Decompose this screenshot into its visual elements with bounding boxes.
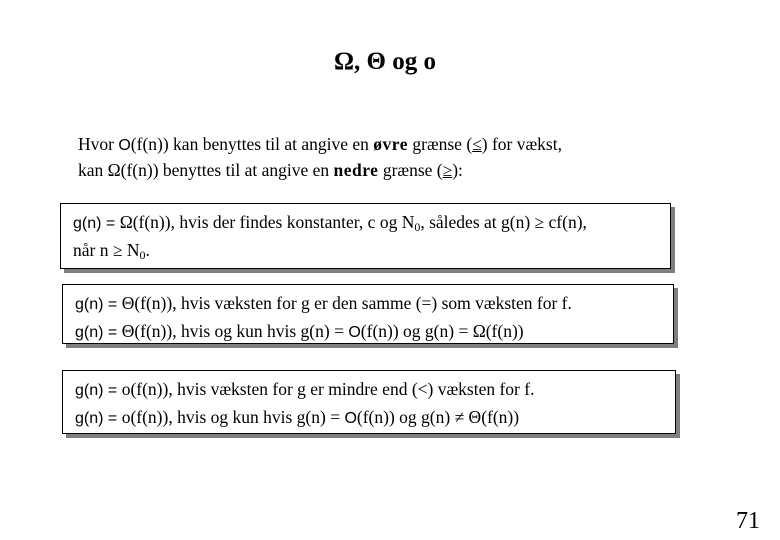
text: Hvor bbox=[78, 134, 119, 154]
text: g(n) = bbox=[75, 296, 122, 313]
text: . bbox=[145, 240, 150, 260]
little-o-definition-box bbox=[62, 370, 676, 434]
text: g(n) = bbox=[75, 382, 122, 399]
text: grænse ( bbox=[378, 160, 443, 180]
text: g(n) = bbox=[75, 324, 122, 341]
greater-equal-symbol: ≥ bbox=[442, 160, 453, 180]
less-equal-symbol: ≤ bbox=[472, 134, 482, 154]
intro-text bbox=[78, 132, 718, 183]
text: kan Ω(f(n)) benyttes til at angive en bbox=[78, 160, 334, 180]
text: Ω(f(n)), hvis der findes konstanter, c og N bbox=[119, 212, 415, 232]
little-o-line-1 bbox=[75, 376, 665, 404]
bold-word-upper: øvre bbox=[373, 134, 408, 154]
text: (f(n)) og g(n) = bbox=[360, 321, 473, 341]
theta-line-1 bbox=[75, 290, 663, 318]
intro-line-2 bbox=[78, 158, 718, 183]
text: o(f(n)), hvis væksten for g er mindre end (<) væksten for f. bbox=[121, 379, 535, 399]
subscript: 0 bbox=[414, 220, 421, 234]
little-o-line-2 bbox=[75, 404, 665, 432]
text: (f(n)) kan benyttes til at angive en bbox=[130, 134, 374, 154]
text: ) for vækst, bbox=[481, 134, 562, 154]
big-o-symbol: O bbox=[348, 324, 361, 341]
text: , således at g(n) ≥ cf(n), bbox=[420, 212, 587, 232]
big-o-symbol: O bbox=[118, 137, 131, 154]
slide-title: Ω, Θ og o bbox=[334, 48, 436, 75]
text: Ω(f(n)) bbox=[472, 321, 524, 341]
text: (f(n)) og g(n) ≠ Θ(f(n)) bbox=[356, 407, 520, 427]
text: ): bbox=[452, 160, 463, 180]
text: g(n) = bbox=[73, 215, 120, 232]
theta-line-2 bbox=[75, 318, 663, 346]
text: når n ≥ N bbox=[73, 240, 140, 260]
text: grænse ( bbox=[408, 134, 473, 154]
text: g(n) = bbox=[75, 410, 122, 427]
page-number: 71 bbox=[736, 508, 760, 534]
omega-line-2 bbox=[73, 237, 660, 263]
theta-definition-box bbox=[62, 284, 674, 344]
big-o-symbol: O bbox=[344, 410, 357, 427]
text: Θ(f(n)), hvis væksten for g er den samme (=) som væksten for f. bbox=[121, 293, 572, 313]
subscript: 0 bbox=[139, 248, 146, 262]
omega-definition-box bbox=[60, 203, 671, 269]
intro-line-1 bbox=[78, 132, 718, 158]
omega-line-1 bbox=[73, 209, 660, 237]
text: Θ(f(n)), hvis og kun hvis g(n) = bbox=[121, 321, 349, 341]
bold-word-lower: nedre bbox=[333, 160, 379, 180]
text: o(f(n)), hvis og kun hvis g(n) = bbox=[121, 407, 345, 427]
